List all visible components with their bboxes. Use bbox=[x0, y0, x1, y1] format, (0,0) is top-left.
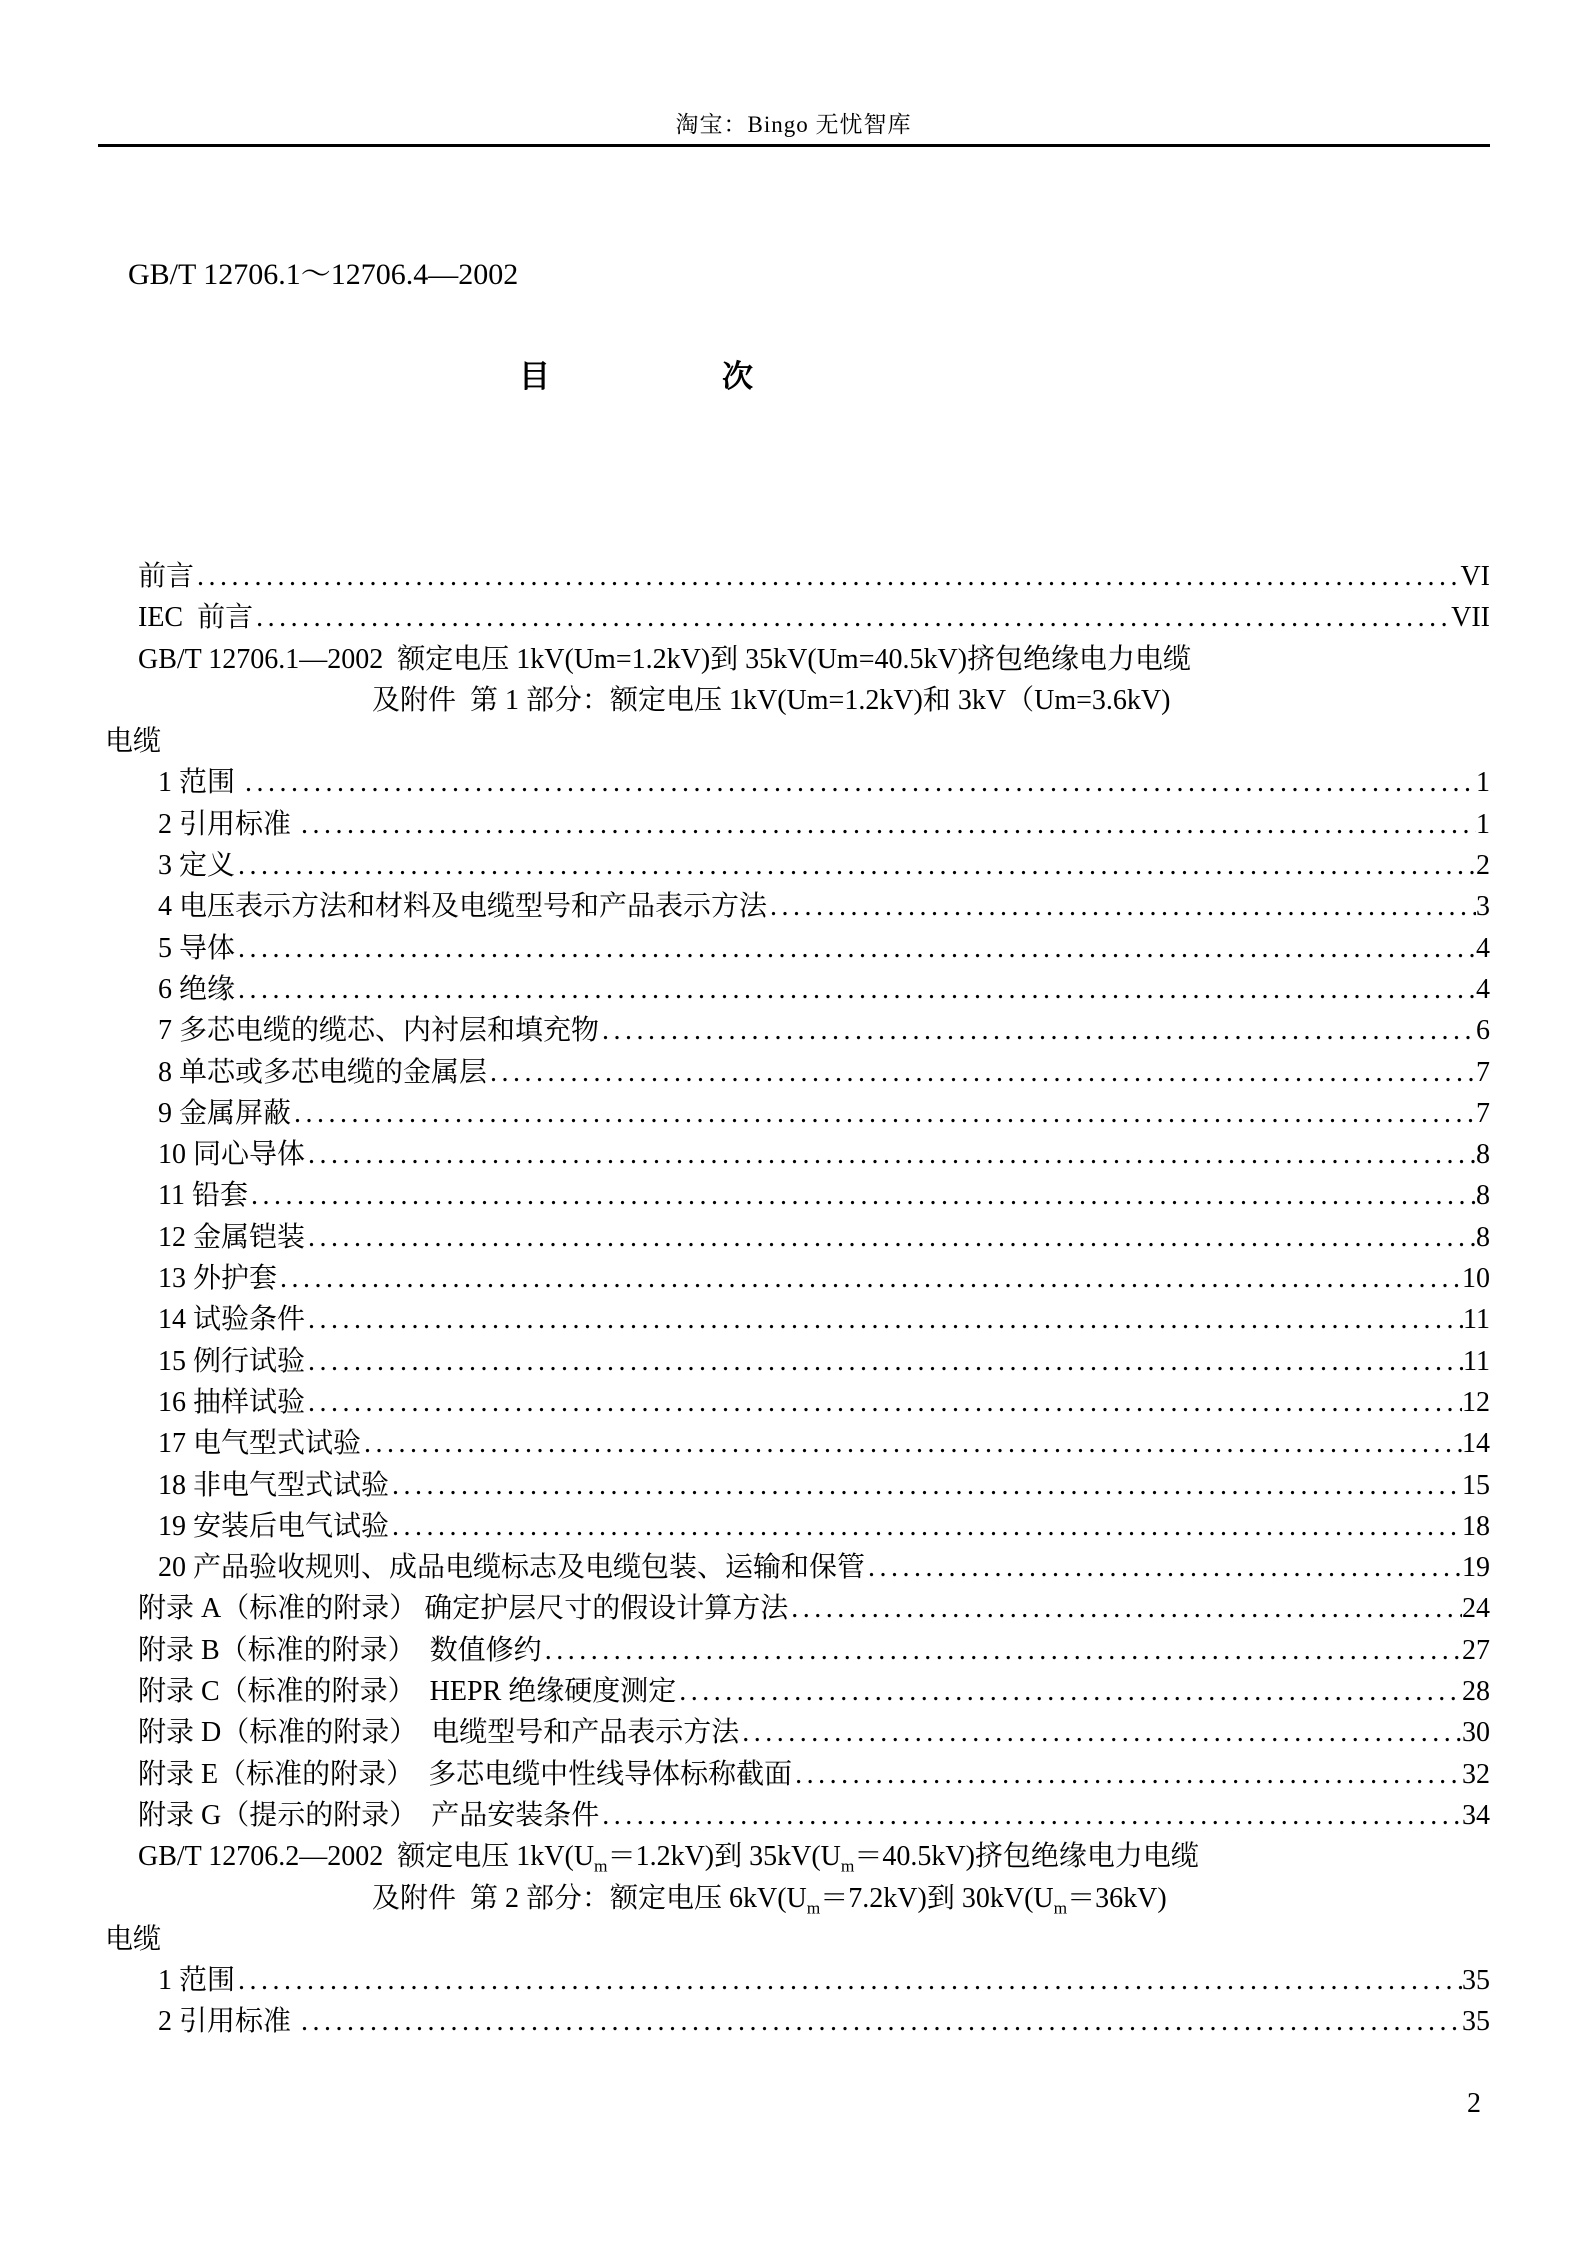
toc-page-number: 7 bbox=[1476, 1056, 1490, 1088]
toc-entry bbox=[0, 721, 1587, 762]
toc-entry bbox=[0, 1836, 1587, 1877]
toc-entry-text: 2 引用标准 bbox=[158, 2006, 299, 2038]
toc-entry bbox=[0, 1175, 1587, 1216]
toc-list bbox=[0, 556, 1587, 2043]
toc-entry bbox=[0, 597, 1587, 638]
toc-leader-dots bbox=[298, 2001, 1462, 2042]
toc-entry-text: GB/T 12706.1—2002 额定电压 1kV(Um=1.2kV)到 35kV(Um=40.5kV)挤包绝缘电力电缆 bbox=[138, 643, 1192, 675]
toc-entry-text: 20 产品验收规则、成品电缆标志及电缆包装、运输和保管 bbox=[158, 1552, 866, 1584]
toc-page-number: 32 bbox=[1462, 1758, 1490, 1790]
toc-page-number: 35 bbox=[1462, 1965, 1490, 1997]
toc-entry-text: 12 金属铠装 bbox=[158, 1221, 306, 1253]
toc-entry bbox=[0, 1795, 1587, 1836]
toc-entry bbox=[0, 886, 1587, 927]
toc-leader-dots bbox=[599, 1795, 1462, 1836]
toc-entry-text: 10 同心导体 bbox=[158, 1139, 306, 1171]
toc-entry-text: 17 电气型式试验 bbox=[158, 1428, 362, 1460]
toc-leader-dots bbox=[235, 1960, 1462, 2001]
toc-entry bbox=[0, 1919, 1587, 1960]
toc-page-number: 2 bbox=[1476, 850, 1490, 882]
toc-entry-text: 7 多芯电缆的缆芯、内衬层和填充物 bbox=[158, 1015, 600, 1047]
toc-entry-text: 附录 D（标准的附录） 电缆型号和产品表示方法 bbox=[138, 1717, 740, 1749]
toc-page-number: VI bbox=[1460, 561, 1490, 592]
toc-page-number: 3 bbox=[1476, 891, 1490, 923]
toc-entry-text: 6 绝缘 bbox=[158, 973, 236, 1005]
standard-number: GB/T 12706.1～12706.4—2002 bbox=[128, 258, 519, 291]
subscript-text: m bbox=[1053, 1898, 1068, 1918]
toc-entry-text: 11 铅套 bbox=[158, 1180, 248, 1212]
toc-page-number: 8 bbox=[1476, 1221, 1490, 1253]
header-divider-line bbox=[98, 144, 1490, 147]
toc-page-number: 34 bbox=[1462, 1799, 1490, 1831]
watermark-text: 淘宝：Bingo 无忧智库 bbox=[675, 112, 912, 137]
toc-entry-text: 8 单芯或多芯电缆的金属层 bbox=[158, 1056, 488, 1088]
toc-entry-text: 2 引用标准 bbox=[158, 808, 299, 840]
toc-entry bbox=[0, 680, 1587, 721]
toc-entry bbox=[0, 1630, 1587, 1671]
toc-page-number: 30 bbox=[1462, 1717, 1490, 1749]
toc-entry-text: 5 导体 bbox=[158, 932, 236, 964]
toc-entry-text: 附录 G（提示的附录） 产品安装条件 bbox=[138, 1799, 600, 1831]
toc-title-char-1: 目 bbox=[519, 359, 550, 394]
toc-leader-dots bbox=[389, 1465, 1462, 1506]
toc-entry-text: 前言 bbox=[138, 561, 195, 592]
toc-entry-text: 附录 E（标准的附录） 多芯电缆中性线导体标称截面 bbox=[138, 1758, 793, 1790]
toc-page-number: 27 bbox=[1462, 1634, 1490, 1666]
toc-title bbox=[519, 351, 753, 396]
toc-leader-dots bbox=[676, 1671, 1462, 1712]
toc-entry bbox=[0, 1299, 1587, 1340]
toc-leader-dots bbox=[235, 969, 1476, 1010]
toc-entry bbox=[0, 1465, 1587, 1506]
toc-entry bbox=[0, 1052, 1587, 1093]
toc-page-number: 1 bbox=[1476, 808, 1490, 840]
toc-leader-dots bbox=[865, 1547, 1462, 1588]
toc-entry bbox=[0, 1878, 1587, 1919]
toc-page-number: VII bbox=[1451, 602, 1490, 634]
toc-leader-dots bbox=[305, 1299, 1463, 1340]
toc-leader-dots bbox=[305, 1134, 1476, 1175]
toc-entry-text: 附录 C（标准的附录） HEPR 绝缘硬度测定 bbox=[138, 1676, 677, 1708]
toc-entry-text: 及附件 第 1 部分：额定电压 1kV(Um=1.2kV)和 3kV（Um=3.6kV) bbox=[372, 684, 1171, 716]
toc-leader-dots bbox=[298, 804, 1476, 845]
toc-entry-text: 16 抽样试验 bbox=[158, 1386, 306, 1418]
toc-page-number: 35 bbox=[1462, 2006, 1490, 2038]
toc-page-number: 28 bbox=[1462, 1676, 1490, 1708]
toc-page-number: 1 bbox=[1476, 767, 1490, 799]
toc-page-number: 14 bbox=[1462, 1428, 1490, 1460]
toc-leader-dots bbox=[277, 1258, 1462, 1299]
subscript-text: m bbox=[840, 1856, 855, 1876]
toc-entry bbox=[0, 1217, 1587, 1258]
toc-entry bbox=[0, 969, 1587, 1010]
toc-page-number: 10 bbox=[1462, 1263, 1490, 1295]
toc-leader-dots bbox=[389, 1506, 1462, 1547]
toc-entry bbox=[0, 1258, 1587, 1299]
toc-entry-text: 3 定义 bbox=[158, 850, 236, 882]
toc-leader-dots bbox=[242, 762, 1476, 803]
toc-page-number: 19 bbox=[1462, 1552, 1490, 1584]
toc-entry bbox=[0, 1506, 1587, 1547]
toc-entry-text: 附录 A（标准的附录） 确定护层尺寸的假设计算方法 bbox=[138, 1593, 789, 1625]
toc-page-number: 12 bbox=[1462, 1386, 1490, 1418]
toc-entry-text: 电缆 bbox=[105, 726, 162, 758]
toc-entry bbox=[0, 1588, 1587, 1629]
toc-leader-dots bbox=[792, 1754, 1462, 1795]
toc-entry-text: 13 外护套 bbox=[158, 1263, 278, 1295]
toc-entry bbox=[0, 2001, 1587, 2042]
toc-entry bbox=[0, 762, 1587, 803]
toc-entry bbox=[0, 1547, 1587, 1588]
toc-leader-dots bbox=[305, 1341, 1463, 1382]
toc-entry bbox=[0, 1093, 1587, 1134]
toc-entry bbox=[0, 1671, 1587, 1712]
toc-entry bbox=[0, 1960, 1587, 2001]
toc-entry-text: 及附件 第 2 部分：额定电压 $6kV(U_m=7.2kV)$到 $30kV(U_m=36kV)$ bbox=[372, 1882, 1167, 1918]
toc-entry bbox=[0, 1010, 1587, 1051]
toc-entry-text: 19 安装后电气试验 bbox=[158, 1510, 390, 1542]
toc-entry-text: 1 范围 bbox=[158, 1965, 236, 1997]
toc-entry-text: 附录 B（标准的附录） 数值修约 bbox=[138, 1634, 542, 1666]
toc-entry bbox=[0, 1712, 1587, 1753]
toc-leader-dots bbox=[788, 1588, 1462, 1629]
toc-leader-dots bbox=[235, 928, 1476, 969]
toc-title-char-2: 次 bbox=[722, 359, 753, 394]
toc-entry-text: 电缆 bbox=[105, 1923, 162, 1955]
toc-entry-text: IEC 前言 bbox=[138, 602, 254, 634]
toc-page-number: 11 bbox=[1463, 1345, 1490, 1377]
toc-entry-text: 9 金属屏蔽 bbox=[158, 1097, 292, 1129]
subscript-text: m bbox=[594, 1856, 608, 1876]
toc-page-number: 8 bbox=[1476, 1180, 1490, 1212]
toc-entry-text: GB/T 12706.2—2002 额定电压 $1kV(U_m=1.2kV)$到 $35kV(U_m=40.5kV)$挤包绝缘电力电缆 bbox=[138, 1841, 1199, 1876]
toc-leader-dots bbox=[235, 845, 1476, 886]
toc-leader-dots bbox=[194, 556, 1460, 597]
toc-entry-text: 15 例行试验 bbox=[158, 1345, 306, 1377]
toc-leader-dots bbox=[487, 1052, 1476, 1093]
toc-entry bbox=[0, 1134, 1587, 1175]
toc-page-number: 4 bbox=[1476, 932, 1490, 964]
toc-leader-dots bbox=[305, 1382, 1462, 1423]
toc-page-number: 18 bbox=[1462, 1510, 1490, 1542]
toc-leader-dots bbox=[305, 1217, 1476, 1258]
toc-entry-text: 18 非电气型式试验 bbox=[158, 1469, 390, 1501]
toc-entry-text: 4 电压表示方法和材料及电缆型号和产品表示方法 bbox=[158, 891, 768, 923]
toc-entry bbox=[0, 804, 1587, 845]
toc-leader-dots bbox=[542, 1630, 1462, 1671]
toc-page-number: 15 bbox=[1462, 1469, 1490, 1501]
toc-page-number: 6 bbox=[1476, 1015, 1490, 1047]
toc-entry bbox=[0, 639, 1587, 680]
toc-page-number: 11 bbox=[1463, 1304, 1490, 1336]
subscript-text: m bbox=[806, 1898, 821, 1918]
toc-page-number: 8 bbox=[1476, 1139, 1490, 1171]
toc-entry bbox=[0, 1382, 1587, 1423]
toc-entry bbox=[0, 928, 1587, 969]
toc-entry-text: 14 试验条件 bbox=[158, 1304, 306, 1336]
toc-leader-dots bbox=[248, 1175, 1476, 1216]
toc-leader-dots bbox=[599, 1010, 1476, 1051]
toc-page-number: 7 bbox=[1476, 1097, 1490, 1129]
toc-leader-dots bbox=[739, 1712, 1462, 1753]
footer-page-number: 2 bbox=[1467, 2088, 1481, 2119]
toc-page-number: 4 bbox=[1476, 973, 1490, 1005]
toc-entry bbox=[0, 1423, 1587, 1464]
toc-entry-text: 1 范围 bbox=[158, 767, 243, 799]
toc-leader-dots bbox=[361, 1423, 1462, 1464]
toc-entry bbox=[0, 1754, 1587, 1795]
toc-entry bbox=[0, 556, 1587, 597]
toc-leader-dots bbox=[253, 597, 1451, 638]
toc-leader-dots bbox=[291, 1093, 1476, 1134]
toc-leader-dots bbox=[767, 886, 1476, 927]
toc-entry bbox=[0, 845, 1587, 886]
toc-entry bbox=[0, 1341, 1587, 1382]
toc-page-number: 24 bbox=[1462, 1593, 1490, 1625]
